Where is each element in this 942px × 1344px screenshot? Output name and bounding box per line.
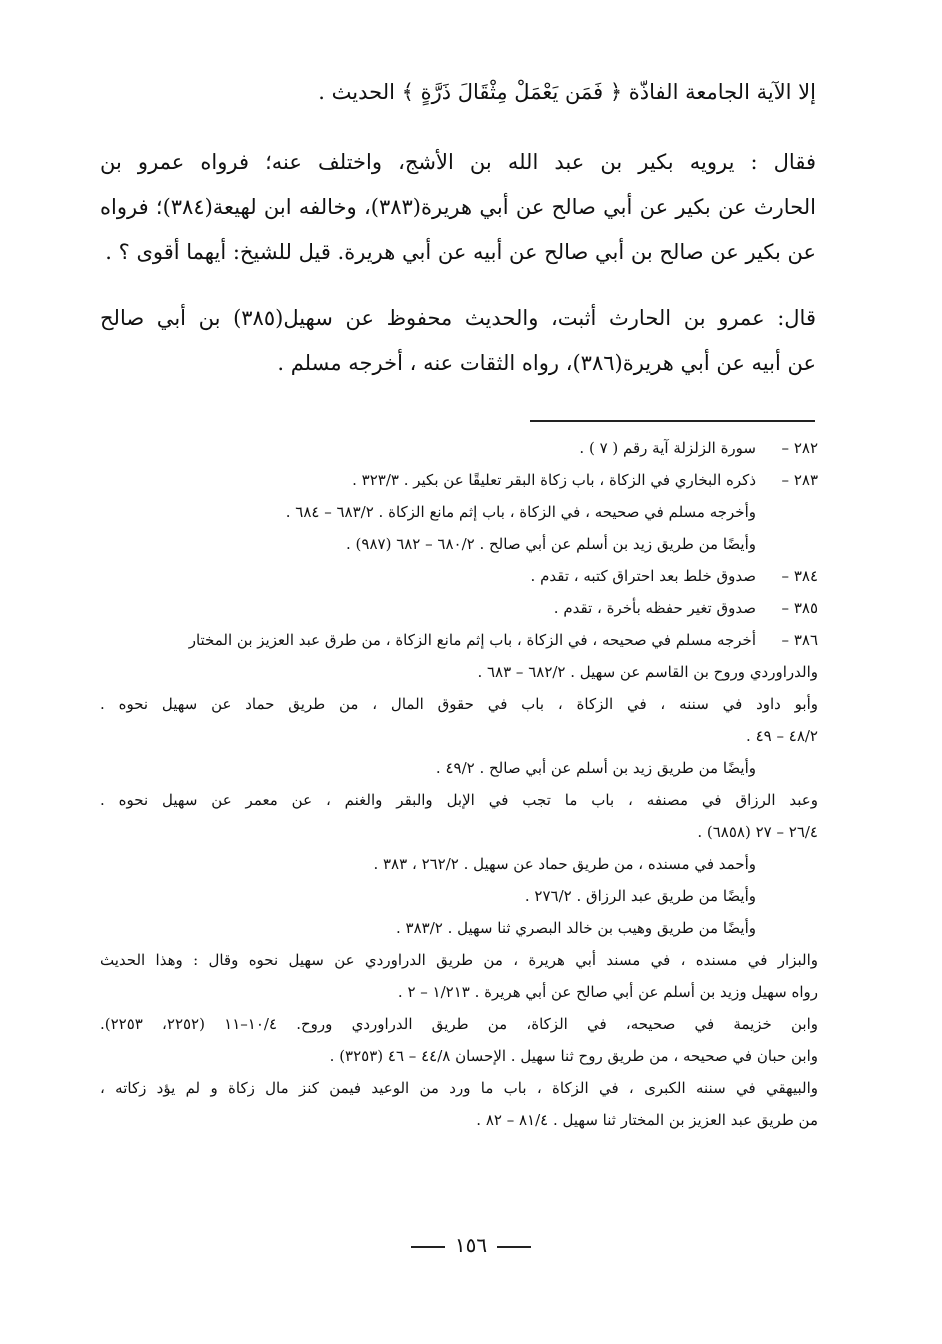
footnote-number: ٢٨٢ –: [781, 439, 818, 457]
footnote-text: والدراوردي وروح بن القاسم عن سهيل . ٦٨٢/٢ – ٦٨٣ .: [477, 663, 818, 681]
footnote-text: وأحمد في مسنده ، من طريق حماد عن سهيل . ٢٦٢/٢ ، ٣٨٣ .: [373, 855, 756, 873]
text-line: عن بكير عن صالح بن أبي صالح عن أبيه عن أبي هريرة. قيل للشيخ: أيهما أقوى ؟ .: [105, 240, 816, 264]
main-text-p3: [100, 296, 816, 386]
footnote-text: وأيضًا من طريق زيد بن أسلم عن أبي صالح . ٦٨٠/٢ – ٦٨٢ (٩٨٧) .: [346, 535, 756, 553]
footnote-text: وأيضًا من طريق زيد بن أسلم عن أبي صالح . ٤٩/٢ .: [435, 759, 756, 777]
page-number-text: ١٥٦: [454, 1233, 488, 1257]
footnote-text: وأيضًا من طريق عبد الرزاق . ٢٧٦/٢ .: [524, 887, 756, 905]
page-number: [0, 1233, 942, 1257]
text-line: قال: عمرو بن الحارث أثبت، والحديث محفوظ عن سهيل(٣٨٥) بن أبي صالح: [100, 306, 816, 330]
footnote-text: سورة الزلزلة آية رقم ( ٧ ) .: [579, 439, 756, 457]
footnote-separator: [530, 420, 815, 422]
footnote-text: وأبو داود في سننه ، في الزكاة ، باب في حقوق المال ، من طريق حماد عن سهيل نحوه .: [100, 695, 818, 713]
footnote-line: [100, 560, 818, 592]
footnotes: [100, 432, 818, 1136]
footnote-line: [100, 528, 818, 560]
footnote-text: والبزار في مسنده ، في مسند أبي هريرة ، من طريق الدراوردي عن سهيل نحوه وقال : وهذا الحديث: [100, 951, 818, 969]
folio-dash-right: [411, 1246, 445, 1248]
footnote-line: [100, 976, 818, 1008]
footnote-line: [100, 464, 818, 496]
footnote-number: ٣٨٥ –: [781, 599, 818, 617]
footnote-text: ٢٦/٤ – ٢٧ (٦٨٥٨) .: [697, 823, 818, 841]
footnote-text: وعبد الرزاق في مصنفه ، باب ما تجب في الإبل والبقر والغنم ، عن معمر عن سهيل نحوه .: [100, 791, 818, 809]
footnote-number: ٣٨٦ –: [781, 631, 818, 649]
text-line: الحارث عن بكير عن أبي صالح عن أبي هريرة(٣٨٣)، وخالفه ابن لهيعة(٣٨٤)؛ فرواه: [100, 195, 816, 219]
footnote-line: [100, 880, 818, 912]
footnote-line: [100, 496, 818, 528]
footnote-text: ذكره البخاري في الزكاة ، باب زكاة البقر تعليقًا عن بكير . ٣٢٣/٣ .: [352, 471, 756, 489]
footnote-text: وأيضًا من طريق وهيب بن خالد البصري ثنا سهيل . ٣٨٣/٢ .: [395, 919, 756, 937]
footnote-line: [100, 1008, 818, 1040]
text-line: فقال : يرويه بكير بن عبد الله بن الأشج، واختلف عنه؛ فرواه عمرو بن: [100, 150, 816, 174]
footnote-line: [100, 656, 818, 688]
footnote-text: صدوق خلط بعد احتراق كتبه ، تقدم .: [530, 567, 756, 585]
footnote-text: أخرجه مسلم في صحيحه ، في الزكاة ، باب إثم مانع الزكاة ، من طرق عبد العزيز بن المختار: [188, 631, 756, 649]
footnote-text: والبيهقي في سننه الكبرى ، في الزكاة ، باب ما ورد من الوعيد فيمن كنز مال زكاة و لم يؤد زكاته ،: [100, 1079, 818, 1097]
footnote-line: [100, 1104, 818, 1136]
main-text-p1: [100, 70, 816, 115]
footnote-line: [100, 592, 818, 624]
footnote-line: [100, 1072, 818, 1104]
folio-dash-left: [497, 1246, 531, 1248]
footnote-line: [100, 944, 818, 976]
footnote-text: من طريق عبد العزيز بن المختار ثنا سهيل . ٨١/٤ – ٨٢ .: [476, 1111, 818, 1129]
footnote-number: ٢٨٣ –: [781, 471, 818, 489]
footnote-line: [100, 720, 818, 752]
footnote-line: [100, 688, 818, 720]
footnote-line: [100, 624, 818, 656]
main-text-p2: [100, 140, 816, 275]
footnote-line: [100, 816, 818, 848]
footnote-text: وابن حبان في صحيحه ، من طريق روح ثنا سهيل . الإحسان ٤٤/٨ – ٤٦ (٣٢٥٣) .: [329, 1047, 818, 1065]
footnote-line: [100, 784, 818, 816]
footnote-line: [100, 912, 818, 944]
footnote-line: [100, 848, 818, 880]
footnote-number: ٣٨٤ –: [781, 567, 818, 585]
footnote-text: رواه سهيل وزيد بن أسلم عن أبي صالح عن أبي هريرة . ١/٢١٣ – ٢ .: [397, 983, 818, 1001]
text-line: إلا الآية الجامعة الفاذّة ﴿ فَمَن يَعْمَلْ مِثْقَالَ ذَرَّةٍ ﴾ الحديث .: [318, 80, 816, 104]
footnote-line: [100, 752, 818, 784]
footnote-text: وابن خزيمة في صحيحه، في الزكاة، من طريق الدراوردي وروح. ١٠/٤–١١ (٢٢٥٢، ٢٢٥٣).: [100, 1015, 818, 1033]
footnote-text: صدوق تغير حفظه بأخرة ، تقدم .: [553, 599, 756, 617]
footnote-text: وأخرجه مسلم في صحيحه ، في الزكاة ، باب إثم مانع الزكاة . ٦٨٣/٢ – ٦٨٤ .: [285, 503, 756, 521]
text-line: عن أبيه عن أبي هريرة(٣٨٦)، رواه الثقات عنه ، أخرجه مسلم .: [277, 351, 816, 375]
footnote-line: [100, 432, 818, 464]
footnote-text: ٤٨/٢ – ٤٩ .: [746, 727, 818, 745]
footnote-line: [100, 1040, 818, 1072]
